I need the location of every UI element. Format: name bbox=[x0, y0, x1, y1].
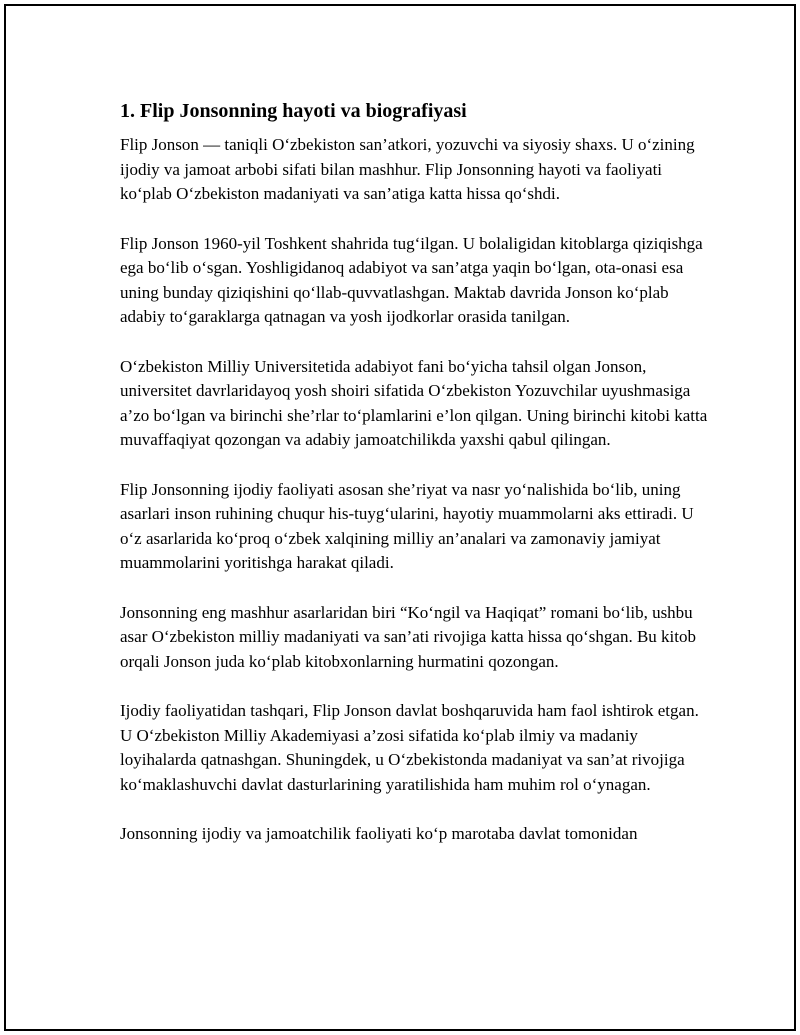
paragraph-7: Jonsonning ijodiy va jamoatchilik faoliyati ko‘p marotaba davlat tomonidan bbox=[120, 824, 638, 843]
paragraph-4: Flip Jonsonning ijodiy faoliyati asosan she’riyat va nasr yo‘nalishida bo‘lib, uning asarlari inson ruhining chuqur his-tuyg‘ularini, hayotiy muammolarni aks ettiradi. U o‘z asarlarida ko‘proq o‘zbek xalqining milliy an’analari va zamonaviy jamiyat muammolarini yoritishga harakat qiladi. bbox=[120, 479, 694, 572]
paragraph-2: Flip Jonson 1960-yil Toshkent shahrida tug‘ilgan. U bolaligidan kitoblarga qiziqishga ega bo‘lib o‘sgan. Yoshligidanoq adabiyot va san’atga yaqin bo‘lgan, ota-onasi esa uning bunday qiziqishini qo‘llab-quvvatlashgan. Maktab davrida Jonson ko‘plab adabiy to‘garaklarga qatnagan va yosh ijodkorlar orasida tanilgan. bbox=[120, 233, 703, 326]
document-body bbox=[120, 97, 710, 872]
section-heading: 1. Flip Jonsonning hayoti va biografiyasi bbox=[120, 100, 467, 122]
document-page bbox=[4, 4, 796, 1031]
paragraph-1: Flip Jonson — taniqli O‘zbekiston san’atkori, yozuvchi va siyosiy shaxs. U o‘zining ijodiy va jamoat arbobi sifati bilan mashhur. Flip Jonsonning hayoti va faoliyati ko‘plab O‘zbekiston madaniyati va san’atiga katta hissa qo‘shdi. bbox=[120, 135, 695, 203]
paragraph-6: Ijodiy faoliyatidan tashqari, Flip Jonson davlat boshqaruvida ham faol ishtirok etgan. U O‘zbekiston Milliy Akademiyasi a’zosi sifatida ko‘plab ilmiy va madaniy loyihalarda qatnashgan. Shuningdek, u O‘zbekistonda madaniyat va san’at rivojiga ko‘maklashuvchi davlat dasturlarining yaratilishida ham muhim rol o‘ynagan. bbox=[120, 701, 699, 794]
paragraph-5: Jonsonning eng mashhur asarlaridan biri “Ko‘ngil va Haqiqat” romani bo‘lib, ushbu asar O‘zbekiston milliy madaniyati va san’ati rivojiga katta hissa qo‘shgan. Bu kitob orqali Jonson juda ko‘plab kitobxonlarning hurmatini qozongan. bbox=[120, 602, 696, 671]
paragraph-3: O‘zbekiston Milliy Universitetida adabiyot fani bo‘yicha tahsil olgan Jonson, universitet davrlaridayoq yosh shoiri sifatida O‘zbekiston Yozuvchilar uyushmasiga a’zo bo‘lgan va birinchi she’rlar to‘plamlarini e’lon qilgan. Uning birinchi kitobi katta muvaffaqiyat qozongan va adabiy jamoatchilikda yaxshi qabul qilingan. bbox=[120, 356, 708, 449]
